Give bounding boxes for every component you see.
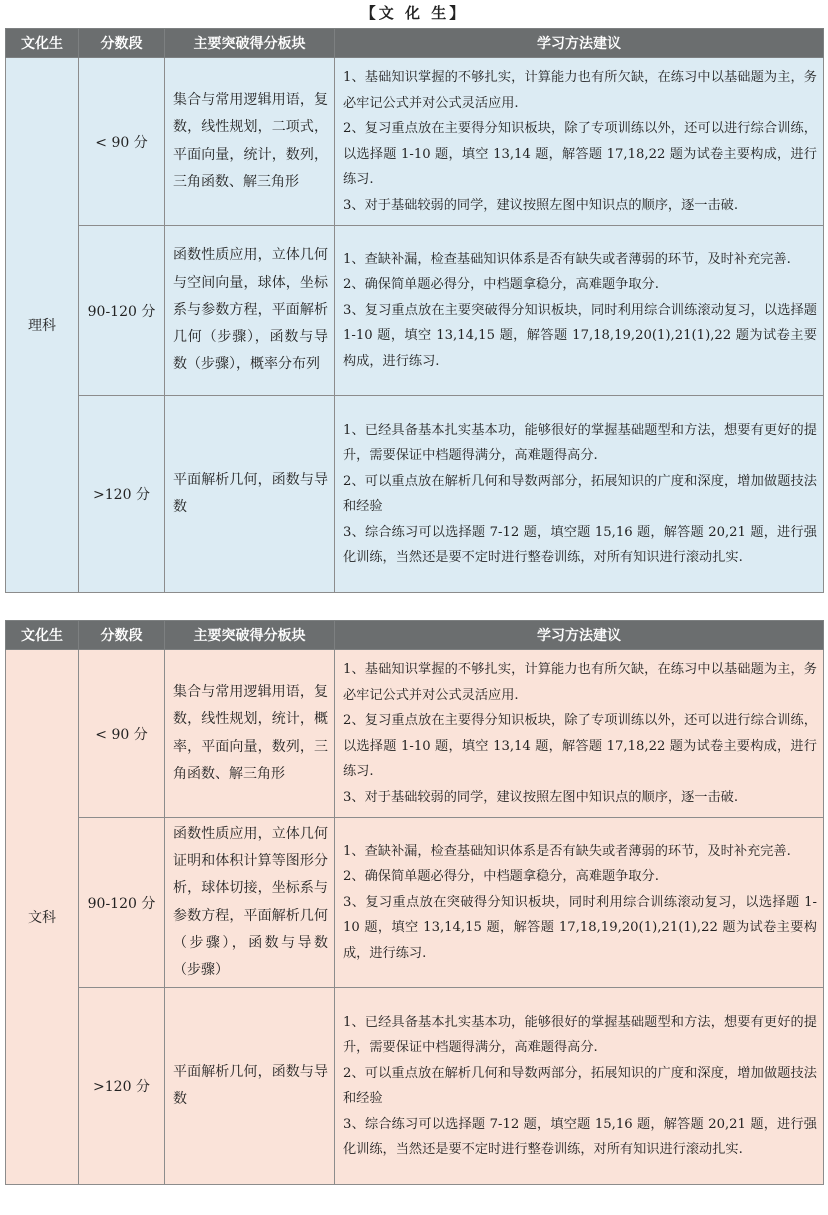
study-advice-cell	[335, 396, 824, 593]
header-student-type: 文化生	[6, 621, 79, 650]
table-row	[6, 58, 824, 226]
page-title: 【文 化 生】	[360, 4, 468, 22]
advice-item: 1、基础知识掌握的不够扎实，计算能力也有所欠缺，在练习中以基础题为主，务必牢记公式并对公式灵活应用.	[343, 662, 817, 703]
study-advice-cell	[335, 650, 824, 818]
advice-item: 1、查缺补漏，检查基础知识体系是否有缺失或者薄弱的环节，及时补充完善.	[343, 251, 791, 267]
study-advice-cell	[335, 818, 824, 988]
table-row	[6, 818, 824, 988]
liberal-arts-study-table	[5, 620, 824, 1185]
advice-item: 1、查缺补漏，检查基础知识体系是否有缺失或者薄弱的环节，及时补充完善.	[343, 843, 791, 859]
table-row	[6, 650, 824, 818]
score-range-cell: 90-120 分	[79, 818, 165, 988]
header-study-advice: 学习方法建议	[335, 621, 824, 650]
study-advice-cell	[335, 226, 824, 396]
advice-item: 2、复习重点放在主要得分知识板块，除了专项训练以外，还可以进行综合训练，以选择题 1-10 题，填空 13,14 题，解答题 17,18,22 题为试卷主要构成，进行练习.	[343, 713, 817, 779]
header-study-advice: 学习方法建议	[335, 29, 824, 58]
advice-item: 3、综合练习可以选择题 7-12 题，填空题 15,16 题，解答题 20,21 题，进行强化训练，当然还是要不定时进行整卷训练，对所有知识进行滚动扎实.	[343, 524, 817, 565]
score-range-cell: 90-120 分	[79, 226, 165, 396]
category-cell: 文科	[6, 650, 79, 1185]
score-range-cell: < 90 分	[79, 650, 165, 818]
key-topics-cell: 平面解析几何，函数与导数	[165, 988, 335, 1185]
category-cell: 理科	[6, 58, 79, 593]
study-advice-cell	[335, 988, 824, 1185]
score-range-cell: >120 分	[79, 988, 165, 1185]
advice-item: 1、基础知识掌握的不够扎实，计算能力也有所欠缺，在练习中以基础题为主，务必牢记公式并对公式灵活应用.	[343, 70, 817, 111]
header-key-topics: 主要突破得分板块	[165, 29, 335, 58]
science-study-table	[5, 28, 824, 593]
advice-item: 2、确保简单题必得分，中档题拿稳分，高难题争取分.	[343, 869, 659, 885]
table-row	[6, 396, 824, 593]
advice-item: 2、可以重点放在解析几何和导数两部分，拓展知识的广度和深度，增加做题技法和经验	[343, 1065, 817, 1106]
advice-item: 3、复习重点放在突破得分知识板块，同时利用综合训练滚动复习，以选择题 1-10 题，填空 13,14,15 题，解答题 17,18,19,20(1),21(1),22 题为试卷主要构成，进行练习.	[343, 894, 817, 961]
advice-item: 1、已经具备基本扎实基本功，能够很好的掌握基础题型和方法，想要有更好的提升，需要保证中档题得满分，高难题得高分.	[343, 422, 817, 463]
table-header-row	[6, 621, 824, 650]
table-row	[6, 988, 824, 1185]
key-topics-cell: 函数性质应用，立体几何与空间向量，球体，坐标系与参数方程，平面解析几何（步骤），函数与导数（步骤），概率分布列	[165, 226, 335, 396]
advice-item: 3、对于基础较弱的同学，建议按照左图中知识点的顺序，逐一击破.	[343, 789, 739, 805]
advice-item: 1、已经具备基本扎实基本功，能够很好的掌握基础题型和方法，想要有更好的提升，需要保证中档题得满分，高难题得高分.	[343, 1014, 817, 1055]
advice-item: 2、确保简单题必得分，中档题拿稳分，高难题争取分.	[343, 277, 659, 293]
table-header-row	[6, 29, 824, 58]
score-range-cell: < 90 分	[79, 58, 165, 226]
key-topics-cell: 集合与常用逻辑用语，复数，线性规划，统计，概率，平面向量，数列，三角函数、解三角形	[165, 650, 335, 818]
key-topics-cell: 集合与常用逻辑用语，复数，线性规划，二项式，平面向量，统计，数列，三角函数、解三角形	[165, 58, 335, 226]
header-score-range: 分数段	[79, 621, 165, 650]
key-topics-cell: 平面解析几何，函数与导数	[165, 396, 335, 593]
header-student-type: 文化生	[6, 29, 79, 58]
advice-item: 3、复习重点放在主要突破得分知识板块，同时利用综合训练滚动复习，以选择题 1-10 题，填空 13,14,15 题，解答题 17,18,19,20(1),21(1),22 题为试卷主要构成，进行练习.	[343, 302, 817, 369]
advice-item: 2、复习重点放在主要得分知识板块，除了专项训练以外，还可以进行综合训练，以选择题 1-10 题，填空 13,14 题，解答题 17,18,22 题为试卷主要构成，进行练习.	[343, 121, 817, 187]
key-topics-cell: 函数性质应用，立体几何证明和体积计算等图形分析，球体切接，坐标系与参数方程，平面解析几何（步骤），函数与导数（步骤）	[165, 818, 335, 988]
advice-item: 3、综合练习可以选择题 7-12 题，填空题 15,16 题，解答题 20,21 题，进行强化训练，当然还是要不定时进行整卷训练，对所有知识进行滚动扎实.	[343, 1116, 817, 1157]
header-score-range: 分数段	[79, 29, 165, 58]
advice-item: 3、对于基础较弱的同学，建议按照左图中知识点的顺序，逐一击破.	[343, 197, 739, 213]
table-row	[6, 226, 824, 396]
header-key-topics: 主要突破得分板块	[165, 621, 335, 650]
study-advice-cell	[335, 58, 824, 226]
advice-item: 2、可以重点放在解析几何和导数两部分，拓展知识的广度和深度，增加做题技法和经验	[343, 473, 817, 514]
score-range-cell: >120 分	[79, 396, 165, 593]
